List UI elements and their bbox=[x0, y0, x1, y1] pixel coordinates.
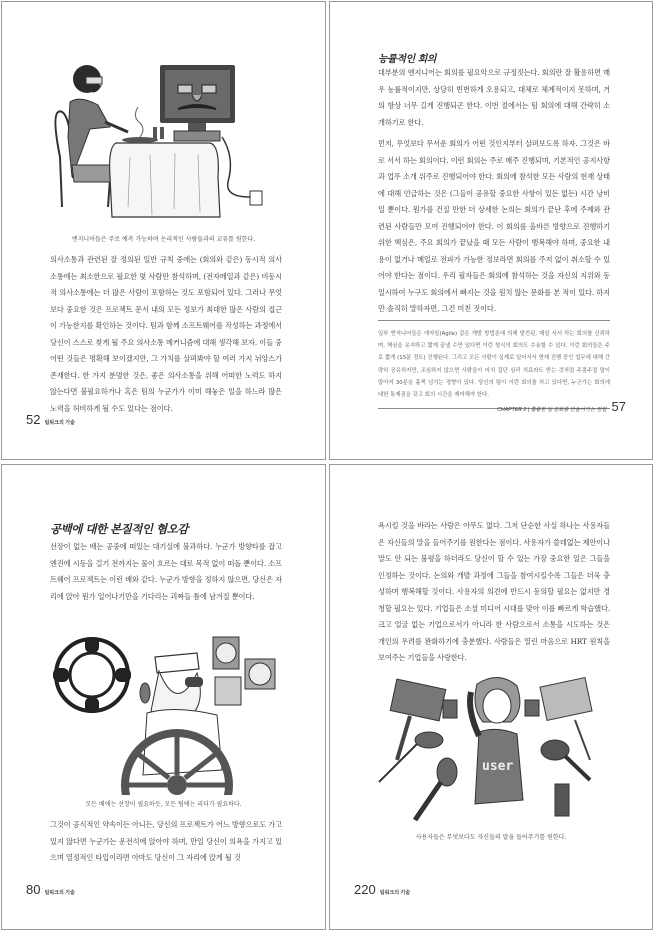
sidebar-note: 일부 엔지니어들은 애자일(Agile) 같은 개발 방법론에 의해 발전된, 매일 서서 하는 회의를 신뢰하며, 핵심을 유지하고 짧게 끝낼 수만 있다면 이런 형식의 회의도 수용할 수 있다. 이런 회의들은 주로 짧게 (15분 정도) 진행된다. 그리고 모든 사람이 실제로 일어서서 현재 진행 중인 업무에 대해 간략히 공유하지만, 조심하지 않으면 사람들이 마치 집단 심리 치료라도 받는 것처럼 주절주절 말이 많아져 30분을 훌쩍 넘기는 경향이 있다. 당신의 팀이 이런 회의를 하고 있다면, 누군가는 회의에 대한 통제권을 갖고 회의 시간을 제어해야 한다. bbox=[378, 320, 610, 409]
figure-caption: 사용자들은 무엇보다도 자신들의 말을 들어주기를 원한다. bbox=[415, 834, 567, 841]
body-text bbox=[378, 65, 610, 323]
section-heading: 능률적인 회의 bbox=[378, 54, 436, 65]
shirt-text: user bbox=[482, 759, 514, 774]
body-paragraph: 선장이 없는 배는 공중에 떠있는 대기실에 불과하다. 누군가 방향타를 잡고 엔진에 시동을 걸기 전까지는 물이 흐르는 대로 목적 없이 떠돌 뿐이다. 소프트웨어 프로젝트는 이런 배와 같다. 누군가 방향을 정하지 않으면, 당신은 자리에 앉아 뭔가 일어나기만을 기다리는 괴짜들 틈에 남겨질 뿐이다. bbox=[50, 542, 282, 601]
page-number: 57 bbox=[611, 399, 626, 414]
page-52 bbox=[1, 1, 326, 460]
figure-caption: 모든 배에는 선장이 필요하듯, 모든 팀에는 리더가 필요하다. bbox=[85, 801, 242, 808]
body-paragraph: 먼저, 무엇보다 무서운 회의가 어떤 것인지부터 살펴보도록 하자. 그것은 바로 서서 하는 회의이다. 이런 회의는 주로 매주 진행되며, 기본적인 공지사항과 업무 소개 위주로 진행되어야 한다. 회의에 참석한 모든 사람의 현재 상태에 대해 언급하는 것은 (그들이 공유할 중요한 사항이 있든 없든) 시간 낭비일 뿐이다. 뭔가를 건질 만한 더 상세한 논의는 회의가 끝난 후에 주제와 관련된 사람들만 모여 진행되어야 한다. 이 회의를 올바른 방향으로 진행하기 위한 핵심은, 주요 회의가 끝났을 때 모든 사람이 행복해야 하며, 중요한 내용이 없거나 메일로 전파가 가능한 정보라면 회의를 주저 없이 취소할 수 있어야 한다는 점이다. 우리 필자들은 회의에 참석하는 것을 자신의 지위와 동일시하여 누구도 회의에서 빠지는 것을 원치 않는 문화를 본 적이 있다. 하지만 솔직히 말하자면, 그건 미친 짓이다. bbox=[378, 139, 610, 313]
body-paragraph: 욕시킬 것을 바라는 사람은 아무도 없다. 그저 단순한 사실 하나는 사용자들은 자신들의 말을 들어주기를 원한다는 점이다. 사용자가 쓸데없는 제안이나 말도 안 되는 불평을 하더라도 당신이 할 수 있는 가장 중요한 일은 그들을 인정하는 것이다. 논의와 개발 과정에 그들을 참여시킬수록 그들은 더욱 충성하며 행복해할 것이다. 사용자의 의견에 반드시 동의할 필요는 없지만 경청할 필요는 있다. 기업들은 소셜 미디어 시대를 맞아 이를 빠르게 학습했다. 크고 얼굴 없는 기업으로서가 아니라 한 사람으로서 소통을 시도하는 것은 개인의 우려를 완화하기에 충분했다. 사람들은 열린 마음으로 HRT 원칙을 보여주는 기업들을 사랑한다. bbox=[378, 521, 610, 662]
body-paragraph: 그것이 공식적인 약속이든 아니든, 당신의 프로젝트가 어느 방향으로도 가고 있지 않다면 누군가는 운전석에 앉아야 하며, 만일 당신이 의욕을 가지고 있으며 열정적인 타입이라면 아마도 당신이 그 자리에 앉게 될 것 bbox=[50, 820, 282, 862]
section-heading: 공백에 대한 본질적인 혐오감 bbox=[50, 522, 188, 536]
engineer-dining-illustration bbox=[50, 57, 280, 227]
running-title: 팀워크의 기술 bbox=[44, 420, 75, 426]
page-footer bbox=[26, 411, 75, 429]
user-press-illustration bbox=[375, 670, 615, 825]
page-footer bbox=[497, 398, 626, 416]
running-title: 팀워크의 기술 bbox=[44, 890, 75, 896]
page-number: 52 bbox=[26, 412, 41, 427]
page-220 bbox=[329, 464, 653, 930]
body-paragraph: 대부분의 엔지니어는 회의를 필요악으로 규정짓는다. 회의란 잘 활용하면 매우 능률적이지만, 상당히 빈번하게 오용되고, 대체로 체계적이지 못하며, 거의 항상 너무 길게 진행되곤 한다. 이번 절에서는 팀 회의에 대해 간략히 소개하기로 한다. bbox=[378, 68, 610, 127]
body-paragraph: 의사소통과 관련된 잘 정의된 일반 규칙 중에는 (회의와 같은) 동시적 의사소통에는 최소한으로 필요한 몇 사람만 참석하며, (전자메일과 같은) 비동시적 의사소통에는 더 많은 사람이 포함하는 것도 포함되어 있다. 그러나 무엇보다 중요한 것은 프로젝트 문서 내의 모든 정보가 최대한 많은 사람의 접근이 가능한지를 확인하는 것이다. 팀과 함께 소프트웨어를 작성하는 과정에서 당신이 스스로 찾게 될 주요 의사소통 메커니즘에 대해 생각해 보자. 이들 중 어떤 것들은 명확해 보이겠지만, 그 가치를 살펴봐야 할 여러 가지 뉘앙스가 존재한다. 한 가지 분명한 것은, 좋은 의사소통을 위해 어떠한 노력도 하지 않는다면 불필요하거나 혹은 팀의 누군가가 이미 해놓은 일을 하느라 많은 노력을 허비하게 될 수도 있다는 점이다. bbox=[50, 255, 282, 413]
running-title: 팀워크의 기술 bbox=[379, 890, 411, 896]
figure-caption: 엔지니어들은 주로 예측 가능하며 논리적인 사람들과의 교류를 원한다. bbox=[71, 236, 256, 243]
page-number: 220 bbox=[354, 882, 376, 897]
page-80 bbox=[1, 464, 326, 930]
page-number: 80 bbox=[26, 882, 41, 897]
chapter-running-title: CHAPTER 2 | 훌륭한 팀 문화를 만들어가는 방법 bbox=[497, 407, 607, 413]
page-footer bbox=[354, 881, 410, 899]
page-57 bbox=[329, 1, 653, 460]
ship-captain-illustration bbox=[47, 635, 287, 795]
page-footer bbox=[26, 881, 75, 899]
